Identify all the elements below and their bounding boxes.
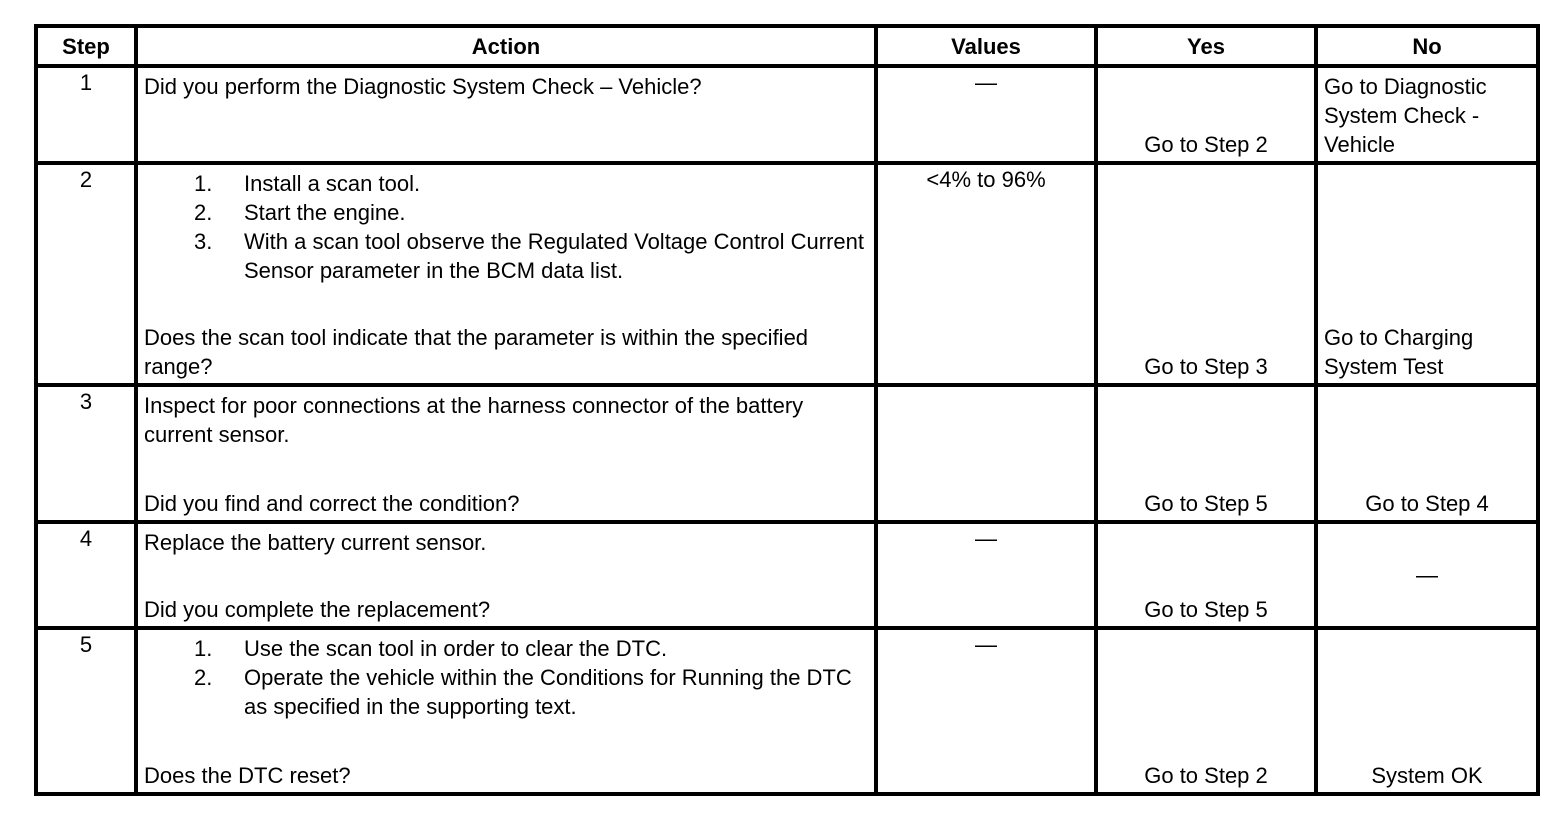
list-item-text: Operate the vehicle within the Conditions for Running the DTC as specified in the supporting text. xyxy=(244,665,852,719)
values-cell: — xyxy=(876,522,1096,628)
action-steps-list xyxy=(144,634,868,721)
question-text: Did you complete the replacement? xyxy=(144,597,491,622)
list-item xyxy=(144,169,868,198)
step-number: 2 xyxy=(36,163,136,385)
table-row xyxy=(36,628,1538,794)
list-item-text: With a scan tool observe the Regulated Voltage Control Current Sensor parameter in the BCM data list. xyxy=(244,229,865,283)
action-steps-list xyxy=(144,169,868,285)
action-cell xyxy=(136,385,876,522)
instruction-text: Inspect for poor connections at the harness connector of the battery current sensor. xyxy=(144,393,804,447)
values-cell: — xyxy=(876,628,1096,794)
header-no: No xyxy=(1316,26,1538,66)
step-number: 3 xyxy=(36,385,136,522)
list-item xyxy=(144,634,868,663)
yes-cell xyxy=(1096,163,1316,385)
no-cell xyxy=(1316,628,1538,794)
no-cell xyxy=(1316,163,1538,385)
question-text: Does the DTC reset? xyxy=(144,763,351,788)
no-cell xyxy=(1316,66,1538,163)
header-values: Values xyxy=(876,26,1096,66)
header-yes: Yes xyxy=(1096,26,1316,66)
list-item-text: Install a scan tool. xyxy=(244,171,421,196)
no-text: Go to Step 4 xyxy=(1365,491,1489,516)
yes-text: Go to Step 5 xyxy=(1144,597,1268,622)
question-text: Did you perform the Diagnostic System Check – Vehicle? xyxy=(144,74,702,99)
list-item xyxy=(144,663,868,721)
step-number: 1 xyxy=(36,66,136,163)
yes-text: Go to Step 3 xyxy=(1144,354,1268,379)
list-item-number: 2. xyxy=(194,665,213,690)
values-cell xyxy=(876,385,1096,522)
list-item xyxy=(144,198,868,227)
yes-cell xyxy=(1096,628,1316,794)
table-row xyxy=(36,163,1538,385)
header-action: Action xyxy=(136,26,876,66)
yes-cell xyxy=(1096,522,1316,628)
action-cell xyxy=(136,66,876,163)
step-number: 5 xyxy=(36,628,136,794)
action-cell xyxy=(136,163,876,385)
action-cell xyxy=(136,522,876,628)
header-step: Step xyxy=(36,26,136,66)
values-cell: <4% to 96% xyxy=(876,163,1096,385)
no-text: Go to Diagnostic System Check - Vehicle xyxy=(1324,74,1487,157)
list-item-number: 1. xyxy=(194,171,213,196)
action-cell xyxy=(136,628,876,794)
list-item-number: 3. xyxy=(194,229,213,254)
list-item-number: 2. xyxy=(194,200,213,225)
values-cell: — xyxy=(876,66,1096,163)
yes-cell xyxy=(1096,385,1316,522)
instruction-text: Replace the battery current sensor. xyxy=(144,530,487,555)
yes-text: Go to Step 5 xyxy=(1144,491,1268,516)
question-text: Does the scan tool indicate that the parameter is within the specified range? xyxy=(144,325,809,379)
diagnostic-table xyxy=(34,24,1540,796)
table-row xyxy=(36,66,1538,163)
yes-text: Go to Step 2 xyxy=(1144,763,1268,788)
no-cell xyxy=(1316,522,1538,628)
table-row xyxy=(36,522,1538,628)
list-item xyxy=(144,227,868,285)
list-item-text: Start the engine. xyxy=(244,200,406,225)
yes-cell xyxy=(1096,66,1316,163)
no-text: — xyxy=(1416,562,1438,588)
header-row xyxy=(36,26,1538,66)
no-text: System OK xyxy=(1371,763,1483,788)
yes-text: Go to Step 2 xyxy=(1144,132,1268,157)
no-cell xyxy=(1316,385,1538,522)
table-row xyxy=(36,385,1538,522)
no-text: Go to Charging System Test xyxy=(1324,325,1474,379)
list-item-text: Use the scan tool in order to clear the DTC. xyxy=(244,636,668,661)
list-item-number: 1. xyxy=(194,636,213,661)
step-number: 4 xyxy=(36,522,136,628)
question-text: Did you find and correct the condition? xyxy=(144,491,520,516)
